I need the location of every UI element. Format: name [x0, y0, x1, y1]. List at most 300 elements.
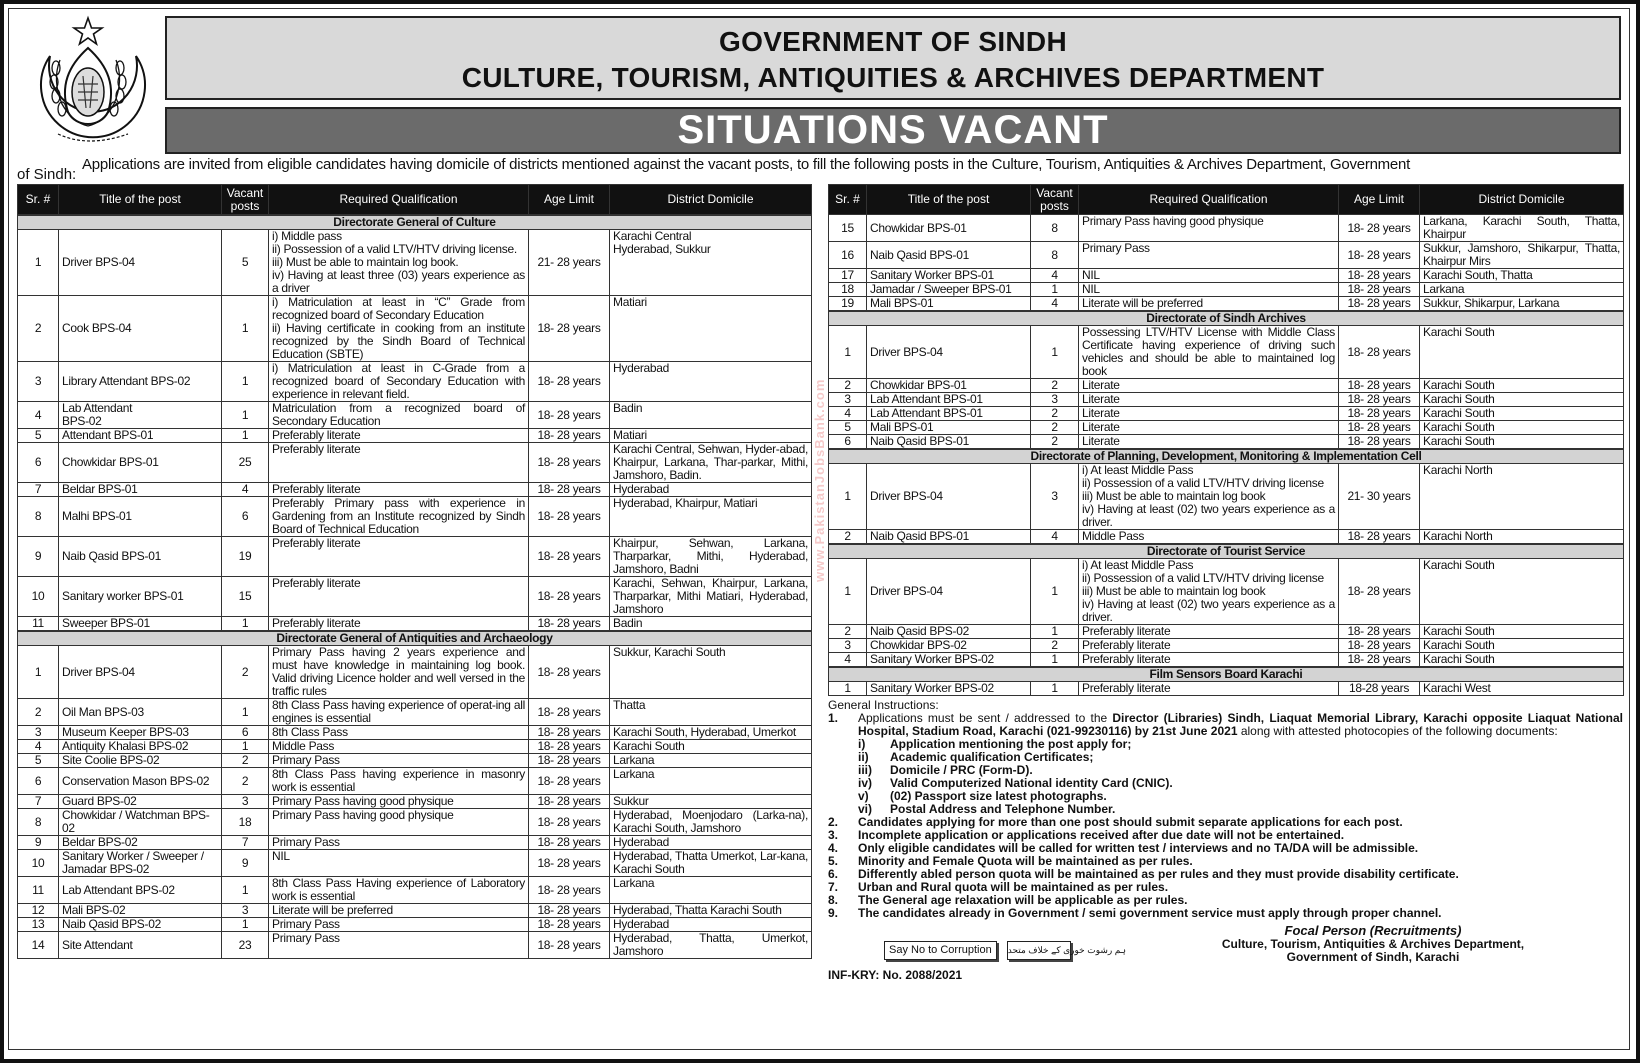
- instruction-num: 2.: [828, 815, 839, 829]
- cell-age: 18- 28 years: [529, 443, 610, 483]
- table-row: [829, 464, 1624, 530]
- cell-sr: 18: [829, 283, 867, 297]
- section-title: Directorate General of Culture: [18, 215, 812, 230]
- table-row: [829, 639, 1624, 653]
- cell-district: Karachi South: [610, 740, 812, 754]
- cell-vacant: 6: [222, 497, 269, 537]
- sindh-government-logo: [28, 16, 158, 152]
- table-row: [18, 740, 812, 754]
- table-row: [18, 795, 812, 809]
- cell-age: 18- 28 years: [529, 795, 610, 809]
- document-num: v): [858, 789, 869, 803]
- cell-district: Karachi South, Thatta: [1420, 269, 1624, 283]
- cell-vacant: 4: [222, 483, 269, 497]
- cell-sr: 15: [829, 215, 867, 242]
- cell-sr: 9: [18, 836, 59, 850]
- cell-age: 18- 28 years: [529, 402, 610, 429]
- section-header-row: [829, 311, 1624, 326]
- cell-qualification: Matriculation from a recognized board of Secondary Education: [269, 402, 529, 429]
- section-title: Film Sensors Board Karachi: [829, 667, 1624, 682]
- cell-age: 18- 28 years: [529, 429, 610, 443]
- cell-sr: 6: [18, 768, 59, 795]
- table-row: [829, 559, 1624, 625]
- table-row: [18, 483, 812, 497]
- cell-title: Naib Qasid BPS-02: [867, 625, 1031, 639]
- cell-district: Larkana: [1420, 283, 1624, 297]
- cell-vacant: 15: [222, 577, 269, 617]
- cell-sr: 1: [18, 646, 59, 699]
- cell-vacant: 3: [222, 904, 269, 918]
- cell-title: Library Attendant BPS-02: [59, 362, 222, 402]
- instruction-item: [828, 907, 1623, 920]
- cell-title: Sanitary worker BPS-01: [59, 577, 222, 617]
- instruction-num: 5.: [828, 854, 839, 868]
- cell-vacant: 8: [1031, 242, 1079, 269]
- cell-sr: 2: [18, 699, 59, 726]
- focal-dept: Culture, Tourism, Antiquities & Archives Department,: [1221, 937, 1525, 951]
- section-title: Directorate of Planning, Development, Monitoring & Implementation Cell: [829, 449, 1624, 464]
- instruction-text: Incomplete application or applications received after due date will not be entertained.: [858, 828, 1345, 842]
- cell-qualification: Literate: [1079, 407, 1339, 421]
- cell-title: Driver BPS-04: [867, 559, 1031, 625]
- col-sr: Sr. #: [18, 185, 59, 216]
- cell-sr: 3: [829, 639, 867, 653]
- focal-person-block: [1163, 924, 1583, 964]
- cell-sr: 5: [18, 429, 59, 443]
- cell-vacant: 1: [222, 918, 269, 932]
- cell-vacant: 18: [222, 809, 269, 836]
- cell-district: Karachi South: [1420, 393, 1624, 407]
- cell-sr: 13: [18, 918, 59, 932]
- table-row: [18, 850, 812, 877]
- table-row: [18, 443, 812, 483]
- instruction-text: along with attested photocopies of the following documents:: [1237, 724, 1558, 738]
- section-title: Directorate of Sindh Archives: [829, 311, 1624, 326]
- cell-district: Hyderabad: [610, 836, 812, 850]
- cell-sr: 1: [829, 326, 867, 379]
- cell-title: Lab Attendant BPS-02: [59, 877, 222, 904]
- cell-age: 18- 28 years: [1339, 530, 1420, 545]
- cell-district: Karachi, Sehwan, Khairpur, Larkana, Tharparkar, Mithi Matiari, Hyderabad, Jamshoro: [610, 577, 812, 617]
- instruction-num: 9.: [828, 906, 839, 920]
- cell-age: 18- 28 years: [1339, 639, 1420, 653]
- instruction-address: Director (Libraries) Sindh, Liaquat Memorial Library, Karachi opposite Liaquat National Hospital, Stadium Road, Karachi (021-99230116) by 21st June 2021: [858, 711, 1623, 738]
- table-row: [18, 768, 812, 795]
- cell-age: 18- 28 years: [529, 296, 610, 362]
- cell-district: Hyderabad: [610, 362, 812, 402]
- table-row: [18, 230, 812, 296]
- cell-sr: 12: [18, 904, 59, 918]
- instruction-text: Applications must be sent / addressed to the: [858, 711, 1113, 725]
- cell-vacant: 1: [222, 699, 269, 726]
- cell-age: 18- 28 years: [529, 483, 610, 497]
- cell-title: Antiquity Khalasi BPS-02: [59, 740, 222, 754]
- cell-vacant: 1: [222, 740, 269, 754]
- cell-title: Naib Qasid BPS-01: [867, 242, 1031, 269]
- cell-title: Sanitary Worker BPS-02: [867, 682, 1031, 696]
- cell-sr: 4: [829, 407, 867, 421]
- cell-title: Sanitary Worker BPS-02: [867, 653, 1031, 668]
- cell-district: Karachi South: [1420, 326, 1624, 379]
- cell-sr: 2: [18, 296, 59, 362]
- cell-title: Driver BPS-04: [867, 326, 1031, 379]
- situations-vacant-banner: SITUATIONS VACANT: [165, 107, 1621, 154]
- cell-district: Karachi North: [1420, 530, 1624, 545]
- table-row: [18, 809, 812, 836]
- cell-sr: 9: [18, 537, 59, 577]
- cell-vacant: 23: [222, 932, 269, 959]
- cell-age: 18- 28 years: [529, 768, 610, 795]
- cell-vacant: 2: [222, 768, 269, 795]
- cell-district: Karachi Central, Sehwan, Hyder-abad, Khairpur, Larkana, Thar-parkar, Mithi, Jamshoro, Badin.: [610, 443, 812, 483]
- cell-qualification: Primary Pass: [1079, 242, 1339, 269]
- cell-title: Attendant BPS-01: [59, 429, 222, 443]
- cell-age: 18- 28 years: [1339, 326, 1420, 379]
- cell-district: Hyderabad, Thatta, Umerkot, Jamshoro: [610, 932, 812, 959]
- cell-title: Chowkidar / Watchman BPS-02: [59, 809, 222, 836]
- cell-qualification: Literate: [1079, 379, 1339, 393]
- cell-sr: 4: [829, 653, 867, 668]
- document-text: (02) Passport size latest photographs.: [890, 789, 1107, 803]
- cell-district: Larkana: [610, 754, 812, 768]
- cell-title: Site Coolie BPS-02: [59, 754, 222, 768]
- cell-title: Lab Attendant BPS-01: [867, 393, 1031, 407]
- col-age: Age Limit: [529, 185, 610, 216]
- cell-age: 18- 28 years: [529, 577, 610, 617]
- cell-qualification: NIL: [269, 850, 529, 877]
- cell-district: Karachi West: [1420, 682, 1624, 696]
- cell-title: Lab Attendant BPS-02: [59, 402, 222, 429]
- cell-title: Site Attendant: [59, 932, 222, 959]
- table-row: [18, 932, 812, 959]
- cell-qualification: Primary Pass having good physique: [269, 809, 529, 836]
- cell-vacant: 5: [222, 230, 269, 296]
- cell-district: Karachi South: [1420, 653, 1624, 668]
- cell-district: Matiari: [610, 429, 812, 443]
- section-header-row: [18, 215, 812, 230]
- cell-title: Chowkidar BPS-01: [59, 443, 222, 483]
- cell-age: 18- 28 years: [1339, 421, 1420, 435]
- cell-vacant: 1: [222, 429, 269, 443]
- cell-sr: 5: [18, 754, 59, 768]
- cell-district: Hyderabad, Thatta Karachi South: [610, 904, 812, 918]
- cell-title: Naib Qasid BPS-01: [867, 435, 1031, 450]
- table-row: [18, 362, 812, 402]
- cell-title: Naib Qasid BPS-01: [59, 537, 222, 577]
- cell-district: Karachi North: [1420, 464, 1624, 530]
- cell-qualification: Preferably Primary pass with experience in Gardening from an Institute recognized by Sindh Board of Technical Education: [269, 497, 529, 537]
- cell-sr: 3: [829, 393, 867, 407]
- document-text: Academic qualification Certificates;: [890, 750, 1094, 764]
- table-row: [18, 904, 812, 918]
- cell-title: Cook BPS-04: [59, 296, 222, 362]
- cell-sr: 3: [18, 362, 59, 402]
- general-instructions: [828, 699, 1623, 920]
- cell-qualification: NIL: [1079, 283, 1339, 297]
- cell-qualification: Preferably literate: [1079, 653, 1339, 668]
- cell-qualification: Preferably literate: [269, 429, 529, 443]
- instruction-num: 7.: [828, 880, 839, 894]
- instruction-text: The General age relaxation will be applicable as per rules.: [858, 893, 1188, 907]
- table-row: [829, 682, 1624, 696]
- cell-age: 18- 28 years: [529, 754, 610, 768]
- cell-sr: 1: [829, 464, 867, 530]
- col-district: District Domicile: [1420, 185, 1624, 215]
- section-header-row: [829, 667, 1624, 682]
- table-row: [829, 653, 1624, 668]
- cell-qualification: Literate: [1079, 393, 1339, 407]
- cell-age: 18- 28 years: [529, 809, 610, 836]
- document-text: Domicile / PRC (Form-D).: [890, 763, 1033, 777]
- cell-title: Jamadar / Sweeper BPS-01: [867, 283, 1031, 297]
- cell-title: Lab Attendant BPS-01: [867, 407, 1031, 421]
- cell-qualification: Primary Pass: [269, 932, 529, 959]
- cell-sr: 14: [18, 932, 59, 959]
- cell-qualification: Literate will be preferred: [1079, 297, 1339, 312]
- cell-vacant: 1: [222, 402, 269, 429]
- cell-age: 18- 28 years: [1339, 435, 1420, 450]
- document-num: i): [858, 737, 866, 751]
- cell-district: Sukkur: [610, 795, 812, 809]
- cell-qualification: Preferably literate: [269, 577, 529, 617]
- cell-age: 18- 28 years: [529, 726, 610, 740]
- cell-qualification: Primary Pass: [269, 754, 529, 768]
- instruction-text: Only eligible candidates will be called for written test / interviews and no TA/DA will be admissible.: [858, 841, 1419, 855]
- cell-sr: 7: [18, 795, 59, 809]
- department-title-box: [165, 16, 1621, 100]
- cell-district: Hyderabad: [610, 483, 812, 497]
- cell-vacant: 7: [222, 836, 269, 850]
- cell-qualification: 8th Class Pass Having experience of Laboratory work is essential: [269, 877, 529, 904]
- table-row: [18, 836, 812, 850]
- cell-vacant: 1: [222, 362, 269, 402]
- cell-district: Karachi South: [1420, 421, 1624, 435]
- cell-sr: 10: [18, 577, 59, 617]
- cell-age: 18- 28 years: [1339, 242, 1420, 269]
- cell-vacant: 1: [222, 877, 269, 904]
- table-row: [18, 699, 812, 726]
- watermark: www.PakistanJobsBank.com: [812, 378, 827, 582]
- cell-district: Khairpur, Sehwan, Larkana, Tharparkar, Mithi, Hyderabad, Jamshoro, Badni: [610, 537, 812, 577]
- right-column: [828, 184, 1623, 982]
- cell-age: 18- 28 years: [1339, 215, 1420, 242]
- cell-title: Beldar BPS-01: [59, 483, 222, 497]
- table-row: [829, 625, 1624, 639]
- cell-title: Sanitary Worker BPS-01: [867, 269, 1031, 283]
- section-title: Directorate General of Antiquities and Archaeology: [18, 631, 812, 646]
- table-row: [829, 297, 1624, 312]
- cell-qualification: i) At least Middle Pass ii) Possession of a valid LTV/HTV driving license iii) Must be able to maintain log book iv) Having at least (02) two years experience as a driver.: [1079, 559, 1339, 625]
- cell-age: 18- 28 years: [529, 617, 610, 632]
- inf-number: INF-KRY: No. 2088/2021: [828, 968, 963, 982]
- cell-district: Karachi Central Hyderabad, Sukkur: [610, 230, 812, 296]
- document-num: vi): [858, 802, 873, 816]
- cell-qualification: i) Middle pass ii) Possession of a valid LTV/HTV driving license. iii) Must be able to maintain log book. iv) Having at least three (03) years experience as a driver: [269, 230, 529, 296]
- table-row: [829, 215, 1624, 242]
- cell-qualification: Primary Pass having good physique: [1079, 215, 1339, 242]
- cell-title: Naib Qasid BPS-02: [59, 918, 222, 932]
- cell-qualification: Literate will be preferred: [269, 904, 529, 918]
- cell-title: Sweeper BPS-01: [59, 617, 222, 632]
- section-header-row: [829, 544, 1624, 559]
- cell-vacant: 3: [222, 795, 269, 809]
- instruction-text: Urban and Rural quota will be maintained as per rules.: [858, 880, 1169, 894]
- cell-district: Badin: [610, 617, 812, 632]
- instruction-num: 8.: [828, 893, 839, 907]
- table-row: [18, 877, 812, 904]
- cell-title: Guard BPS-02: [59, 795, 222, 809]
- cell-vacant: 1: [1031, 283, 1079, 297]
- cell-vacant: 2: [1031, 379, 1079, 393]
- cell-qualification: Preferably literate: [1079, 682, 1339, 696]
- cell-qualification: Preferably literate: [1079, 625, 1339, 639]
- cell-qualification: Literate: [1079, 421, 1339, 435]
- cell-vacant: 2: [1031, 639, 1079, 653]
- cell-district: Hyderabad: [610, 918, 812, 932]
- cell-district: Karachi South: [1420, 625, 1624, 639]
- cell-sr: 5: [829, 421, 867, 435]
- cell-district: Sukkur, Shikarpur, Larkana: [1420, 297, 1624, 312]
- table-row: [829, 269, 1624, 283]
- instruction-item: 1. Applications must be sent / addressed to the Director (Libraries) Sindh, Liaquat Memorial Library, Karachi opposite Liaquat National Hospital, Stadium Road, Karachi (021-99230116) by 21st June 2021 along with attested photocopies of the following documents: i) Application mentioning the post apply for; ii) Academic qualification Certificates; iii) Domicile / PRC (Form-D). iv) Valid Computerized National identity Card (CNIC). v) (02) Passport size latest photographs. vi) Postal Address and Telephone Number.: [828, 711, 1623, 816]
- cell-title: Museum Keeper BPS-03: [59, 726, 222, 740]
- instructions-heading: General Instructions:: [828, 698, 939, 712]
- table-row: [829, 421, 1624, 435]
- instruction-num: 4.: [828, 841, 839, 855]
- cell-vacant: 4: [1031, 530, 1079, 545]
- cell-district: Sukkur, Jamshoro, Shikarpur, Thatta, Khairpur Mirs: [1420, 242, 1624, 269]
- cell-qualification: Primary Pass: [269, 918, 529, 932]
- cell-vacant: 25: [222, 443, 269, 483]
- cell-vacant: 1: [222, 617, 269, 632]
- cell-qualification: Preferably literate: [269, 537, 529, 577]
- cell-sr: 2: [829, 625, 867, 639]
- cell-age: 18- 28 years: [529, 877, 610, 904]
- cell-sr: 10: [18, 850, 59, 877]
- cell-age: 21- 28 years: [529, 230, 610, 296]
- cell-age: 18- 28 years: [1339, 559, 1420, 625]
- document-num: iv): [858, 776, 873, 790]
- cell-qualification: 8th Class Pass having experience of operat-ing all engines is essential: [269, 699, 529, 726]
- cell-age: 18- 28 years: [529, 850, 610, 877]
- cell-sr: 4: [18, 740, 59, 754]
- table-row: [18, 429, 812, 443]
- cell-age: 18-28 years: [1339, 682, 1420, 696]
- vacancies-table-right: [828, 184, 1624, 696]
- cell-title: Malhi BPS-01: [59, 497, 222, 537]
- cell-vacant: 1: [1031, 625, 1079, 639]
- cell-vacant: 1: [222, 296, 269, 362]
- cell-district: Larkana, Karachi South, Thatta, Khairpur: [1420, 215, 1624, 242]
- cell-district: Hyderabad, Thatta Umerkot, Lar-kana, Karachi South: [610, 850, 812, 877]
- cell-title: Mali BPS-01: [867, 297, 1031, 312]
- cell-title: Oil Man BPS-03: [59, 699, 222, 726]
- cell-sr: 11: [18, 877, 59, 904]
- cell-title: Chowkidar BPS-02: [867, 639, 1031, 653]
- table-row: [18, 497, 812, 537]
- table-row: [18, 646, 812, 699]
- cell-age: 18- 28 years: [529, 537, 610, 577]
- cell-vacant: 6: [222, 726, 269, 740]
- table-row: [829, 379, 1624, 393]
- cell-sr: 2: [829, 530, 867, 545]
- cell-vacant: 2: [1031, 407, 1079, 421]
- table-row: [18, 918, 812, 932]
- badges: [884, 941, 1126, 960]
- cell-title: Mali BPS-02: [59, 904, 222, 918]
- instruction-text: Minority and Female Quota will be maintained as per rules.: [858, 854, 1193, 868]
- cell-sr: 1: [829, 682, 867, 696]
- cell-title: Conservation Mason BPS-02: [59, 768, 222, 795]
- cell-sr: 8: [18, 809, 59, 836]
- instruction-num: 3.: [828, 828, 839, 842]
- table-row: [829, 393, 1624, 407]
- table-row: [829, 435, 1624, 450]
- instruction-text: Differently abled person quota will be maintained as per rules and they must provide disability certificate.: [858, 867, 1459, 881]
- cell-district: Hyderabad, Moenjodaro (Larka-na), Karachi South, Jamshoro: [610, 809, 812, 836]
- cell-age: 18- 28 years: [529, 836, 610, 850]
- cell-title: Mali BPS-01: [867, 421, 1031, 435]
- cell-title: Beldar BPS-02: [59, 836, 222, 850]
- intro-text: Applications are invited from eligible candidates having domicile of districts mentioned against the vacant posts, to fill the following posts in the Culture, Tourism, Antiquities & Archives Department, Government: [82, 156, 1411, 173]
- urdu-slogan-badge: ہم رشوت خوری کے خلاف متحد: [1007, 941, 1071, 960]
- cell-sr: 6: [829, 435, 867, 450]
- table-row: [829, 530, 1624, 545]
- col-vacant: Vacant posts: [1031, 185, 1079, 215]
- cell-age: 18- 28 years: [529, 904, 610, 918]
- cell-sr: 19: [829, 297, 867, 312]
- cell-age: 18- 28 years: [1339, 379, 1420, 393]
- cell-qualification: Preferably literate: [269, 617, 529, 632]
- cell-title: Driver BPS-04: [59, 230, 222, 296]
- cell-qualification: NIL: [1079, 269, 1339, 283]
- cell-qualification: Preferably literate: [269, 443, 529, 483]
- cell-qualification: Preferably literate: [1079, 639, 1339, 653]
- col-qualification: Required Qualification: [269, 185, 529, 216]
- cell-sr: 3: [18, 726, 59, 740]
- department-title: CULTURE, TOURISM, ANTIQUITIES & ARCHIVES DEPARTMENT: [461, 62, 1325, 93]
- section-header-row: [18, 631, 812, 646]
- cell-title: Sanitary Worker / Sweeper / Jamadar BPS-02: [59, 850, 222, 877]
- table-row: [18, 754, 812, 768]
- cell-age: 18- 28 years: [529, 740, 610, 754]
- table-row: [18, 726, 812, 740]
- col-title: Title of the post: [59, 185, 222, 216]
- cell-sr: 11: [18, 617, 59, 632]
- cell-qualification: Middle Pass: [269, 740, 529, 754]
- cell-qualification: Literate: [1079, 435, 1339, 450]
- cell-age: 18- 28 years: [1339, 393, 1420, 407]
- cell-district: Karachi South: [1420, 379, 1624, 393]
- cell-title: Chowkidar BPS-01: [867, 379, 1031, 393]
- cell-district: Larkana: [610, 877, 812, 904]
- table-row: [18, 296, 812, 362]
- cell-vacant: 2: [1031, 421, 1079, 435]
- intro-text-tail: of Sindh:: [17, 166, 77, 183]
- cell-sr: 1: [829, 559, 867, 625]
- cell-sr: 2: [829, 379, 867, 393]
- cell-district: Karachi South: [1420, 407, 1624, 421]
- cell-age: 18- 28 years: [529, 699, 610, 726]
- col-vacant: Vacant posts: [222, 185, 269, 216]
- cell-qualification: Primary Pass having 2 years experience and must have knowledge in maintaining log book. Valid driving Licence holder and well versed in the traffic rules: [269, 646, 529, 699]
- cell-sr: 17: [829, 269, 867, 283]
- table-row: [18, 402, 812, 429]
- cell-age: 18- 28 years: [1339, 297, 1420, 312]
- cell-vacant: 1: [1031, 653, 1079, 668]
- cell-vacant: 4: [1031, 297, 1079, 312]
- cell-age: 18- 28 years: [1339, 283, 1420, 297]
